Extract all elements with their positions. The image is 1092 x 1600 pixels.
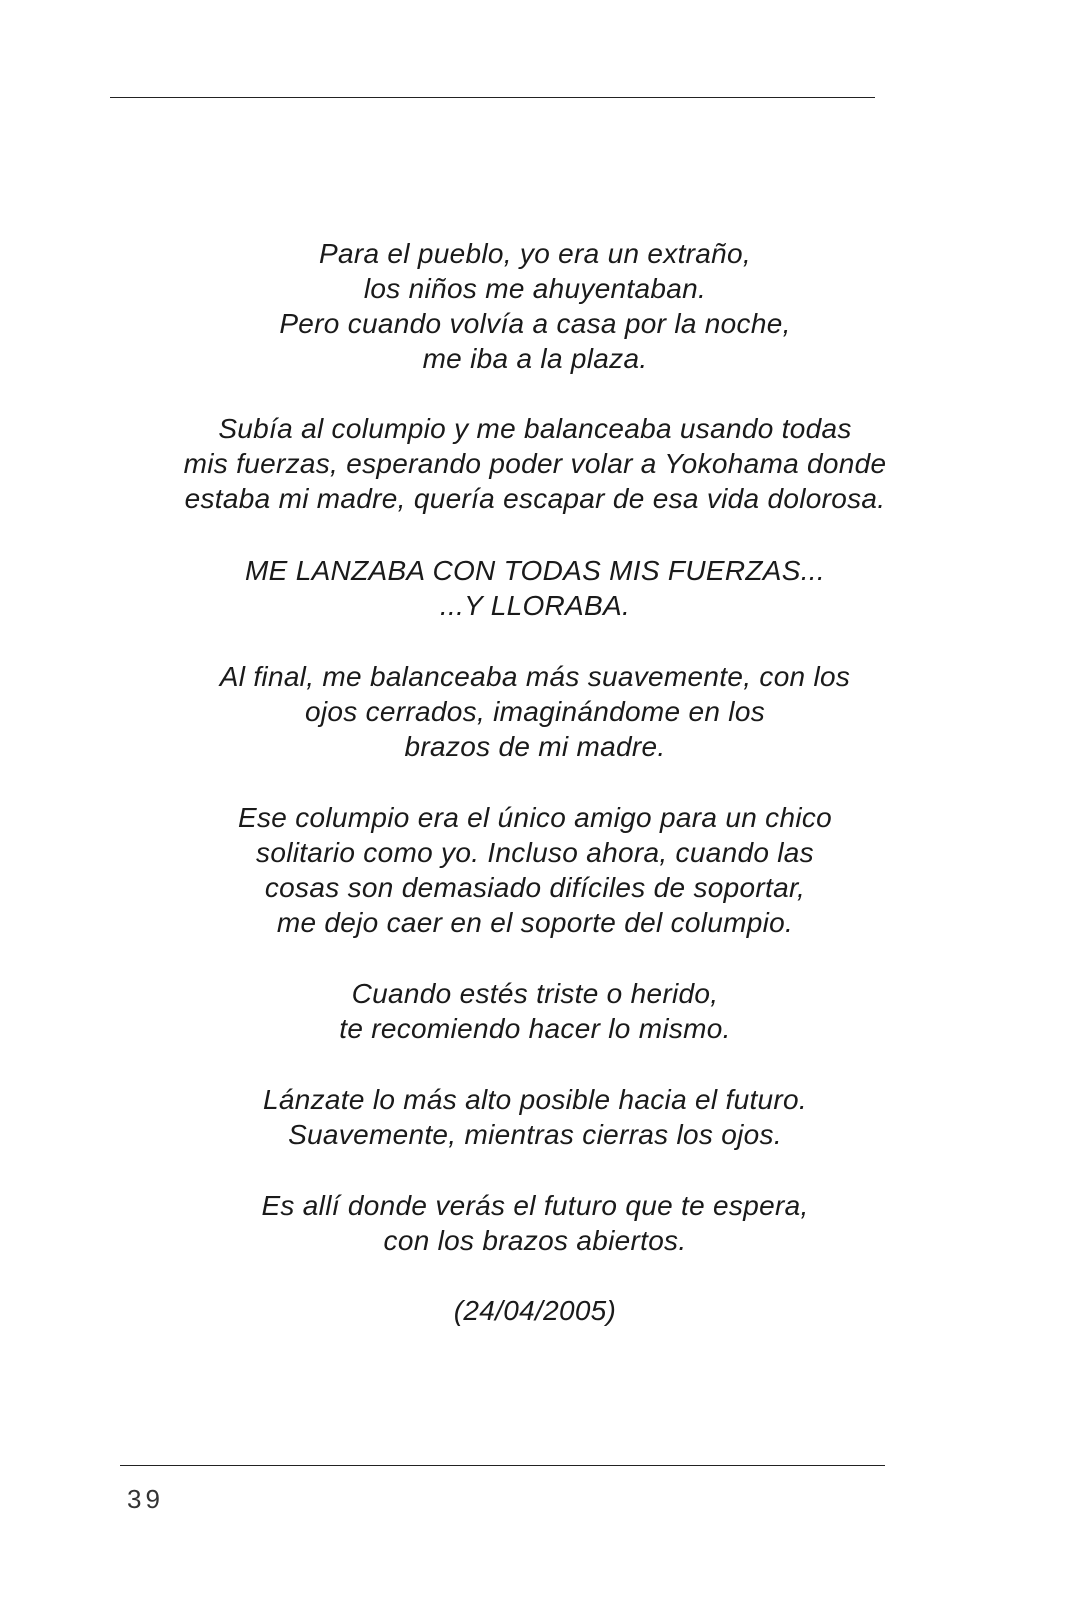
poem-line: Pero cuando volvía a casa por la noche, (279, 308, 791, 339)
poem-line: Al final, me balanceaba más suavemente, con los (219, 661, 851, 692)
top-rule (110, 97, 875, 98)
poem-line: Ese columpio era el único amigo para un chico (237, 802, 833, 833)
poem-line: con los brazos abiertos. (383, 1225, 687, 1256)
stanza (0, 553, 1070, 623)
stanza (0, 976, 1070, 1046)
poem-line: ME LANZABA CON TODAS MIS FUERZAS... (245, 555, 825, 586)
poem-line: Suavemente, mientras cierras los ojos. (288, 1119, 782, 1150)
stanza (0, 1188, 1070, 1258)
poem-line: los niños me ahuyentaban. (363, 273, 707, 304)
poem-line: ojos cerrados, imaginándome en los (304, 696, 765, 727)
poem-line: Para el pueblo, yo era un extraño, (318, 238, 752, 269)
poem-line: Es allí donde verás el futuro que te espera, (261, 1190, 809, 1221)
poem-line: me dejo caer en el soporte del columpio. (276, 907, 794, 938)
stanza (0, 800, 1070, 940)
stanza (0, 1082, 1070, 1152)
poem-date (0, 1293, 1070, 1328)
poem-line: te recomiendo hacer lo mismo. (339, 1013, 731, 1044)
poem-line: estaba mi madre, quería escapar de esa vida dolorosa. (184, 483, 886, 514)
page-number: 39 (127, 1484, 164, 1514)
stanza (0, 411, 1070, 516)
poem-line: brazos de mi madre. (404, 731, 666, 762)
bottom-rule (120, 1465, 885, 1466)
stanza (0, 236, 1070, 376)
poem-line: Cuando estés triste o herido, (351, 978, 719, 1009)
poem-line: (24/04/2005) (453, 1295, 617, 1326)
poem-line: ...Y LLORABA. (439, 590, 631, 621)
poem-line: me iba a la plaza. (422, 343, 648, 374)
stanza (0, 659, 1070, 764)
poem-line: Subía al columpio y me balanceaba usando todas (218, 413, 852, 444)
poem-line: cosas son demasiado difíciles de soportar, (264, 872, 806, 903)
poem-line: solitario como yo. Incluso ahora, cuando las (256, 837, 814, 868)
poem-line: Lánzate lo más alto posible hacia el futuro. (263, 1084, 807, 1115)
poem-line: mis fuerzas, esperando poder volar a Yokohama donde (183, 448, 887, 479)
